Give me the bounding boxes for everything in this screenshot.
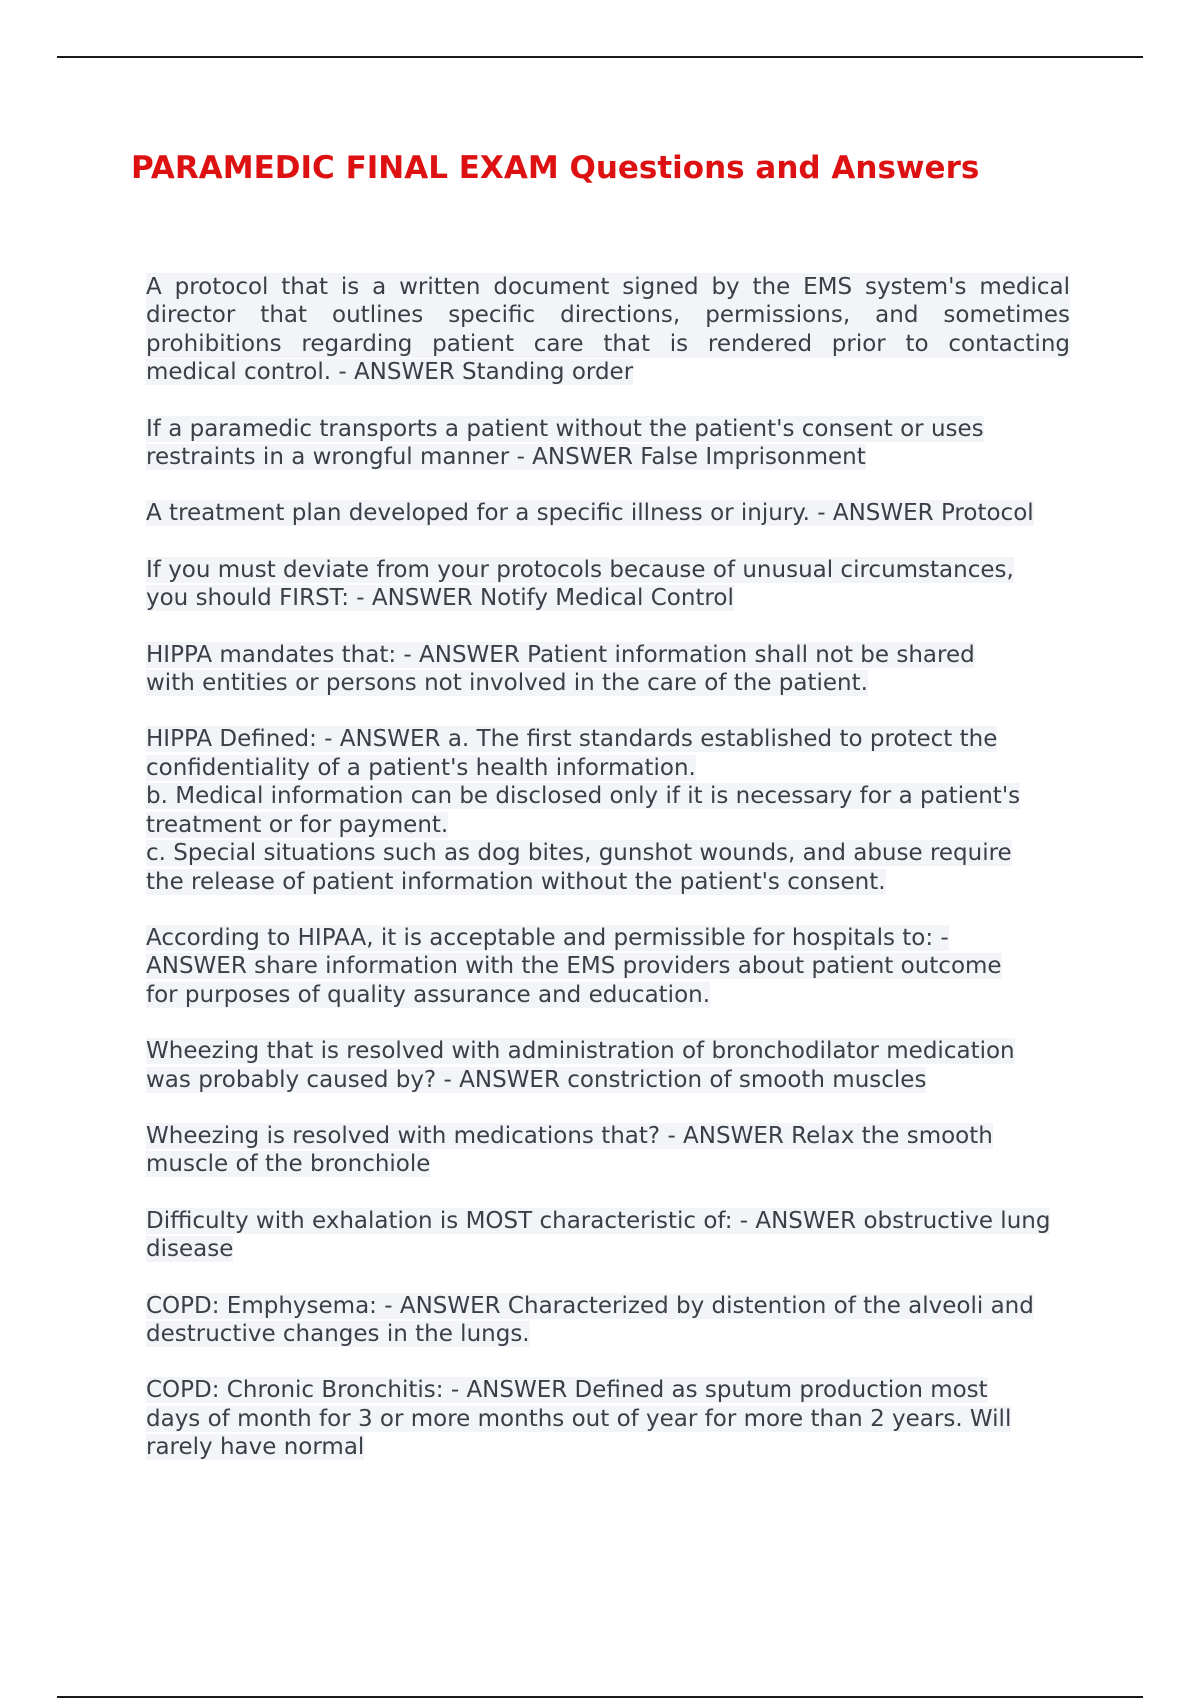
- qa-item-wheezing-medications: [146, 1122, 1096, 1179]
- qa-line: days of month for 3 or more months out of year for more than 2 years. Will: [146, 1405, 1012, 1432]
- qa-line: c. Special situations such as dog bites, gunshot wounds, and abuse require: [146, 840, 1012, 867]
- qa-line: destructive changes in the lungs.: [146, 1320, 530, 1347]
- qa-line: If you must deviate from your protocols because of unusual circumstances,: [146, 556, 1014, 583]
- qa-line: treatment or for payment.: [146, 811, 449, 838]
- qa-line: muscle of the bronchiole: [146, 1151, 431, 1178]
- qa-line: prohibitions regarding patient care that is rendered prior to contacting: [146, 330, 1070, 357]
- qa-line: with entities or persons not involved in the care of the patient.: [146, 670, 868, 697]
- qa-line: medical control. - ANSWER Standing order: [146, 359, 634, 386]
- qa-line: COPD: Chronic Bronchitis: - ANSWER Defined as sputum production most: [146, 1377, 988, 1404]
- qa-line: ANSWER share information with the EMS providers about patient outcome: [146, 953, 1002, 980]
- qa-line: HIPPA mandates that: - ANSWER Patient information shall not be shared: [146, 641, 975, 668]
- qa-item-hippa-defined: [146, 725, 1096, 895]
- qa-item-notify-medical-control: [146, 556, 1096, 613]
- qa-item-chronic-bronchitis: [146, 1376, 1096, 1461]
- qa-line: director that outlines specific directions, permissions, and sometimes: [146, 302, 1070, 329]
- qa-item-protocol: [146, 499, 1096, 527]
- qa-item-false-imprisonment: [146, 415, 1096, 472]
- qa-line: was probably caused by? - ANSWER constriction of smooth muscles: [146, 1066, 927, 1093]
- qa-line: rarely have normal: [146, 1434, 365, 1461]
- qa-item-standing-order: [146, 273, 1096, 387]
- qa-line: confidentiality of a patient's health information.: [146, 754, 696, 781]
- qa-item-hipaa-acceptable: [146, 924, 1096, 1009]
- qa-item-emphysema: [146, 1292, 1096, 1349]
- qa-line: If a paramedic transports a patient without the patient's consent or uses: [146, 415, 984, 442]
- qa-line: you should FIRST: - ANSWER Notify Medical Control: [146, 585, 734, 612]
- document-title: PARAMEDIC FINAL EXAM Questions and Answers: [131, 150, 980, 186]
- qa-line: the release of patient information without the patient's consent.: [146, 868, 886, 895]
- qa-item-exhalation: [146, 1207, 1096, 1264]
- qa-line: b. Medical information can be disclosed only if it is necessary for a patient's: [146, 783, 1021, 810]
- qa-line: According to HIPAA, it is acceptable and permissible for hospitals to: -: [146, 924, 949, 951]
- qa-item-wheezing-cause: [146, 1037, 1096, 1094]
- qa-line: HIPPA Defined: - ANSWER a. The first standards established to protect the: [146, 726, 998, 753]
- qa-line: A treatment plan developed for a specific illness or injury. - ANSWER Protocol: [146, 500, 1034, 527]
- qa-line: for purposes of quality assurance and education.: [146, 981, 711, 1008]
- qa-line: Difficulty with exhalation is MOST characteristic of: - ANSWER obstructive lung: [146, 1207, 1051, 1234]
- qa-line: disease: [146, 1236, 234, 1263]
- qa-list: [146, 273, 1096, 1490]
- header-rule: [57, 56, 1143, 58]
- qa-item-hippa-mandates: [146, 641, 1096, 698]
- qa-line: restraints in a wrongful manner - ANSWER False Imprisonment: [146, 444, 866, 471]
- qa-line: COPD: Emphysema: - ANSWER Characterized by distention of the alveoli and: [146, 1292, 1034, 1319]
- qa-line: Wheezing is resolved with medications that? - ANSWER Relax the smooth: [146, 1122, 993, 1149]
- footer-rule: [57, 1696, 1143, 1698]
- qa-line: A protocol that is a written document signed by the EMS system's medical: [146, 274, 1070, 300]
- qa-line: Wheezing that is resolved with administration of bronchodilator medication: [146, 1038, 1015, 1065]
